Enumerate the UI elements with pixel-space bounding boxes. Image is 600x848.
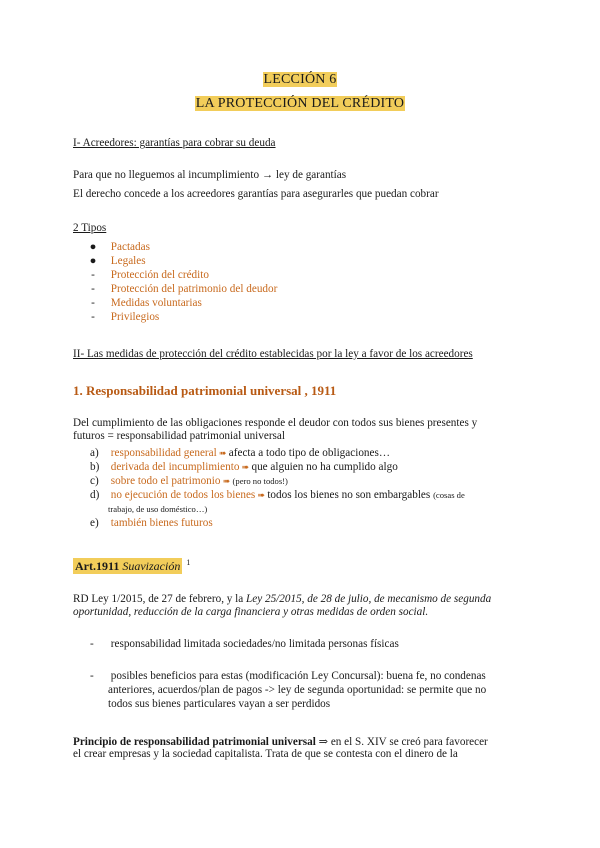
list-term: también bienes futuros bbox=[110, 517, 213, 529]
list-rest: que alguien no ha cumplido algo bbox=[251, 461, 398, 473]
list-item bbox=[90, 517, 213, 529]
arrow-icon: ➠ bbox=[239, 462, 252, 472]
list-small: (cosas de bbox=[433, 490, 465, 500]
list-item bbox=[86, 269, 209, 281]
lesson-title bbox=[0, 96, 600, 112]
arrow-icon: ⇒ bbox=[315, 736, 331, 748]
list-item-continuation: trabajo, de uso doméstico…) bbox=[108, 504, 208, 514]
list-item-text: Pactadas bbox=[110, 241, 150, 253]
dash-marker: - bbox=[91, 311, 95, 323]
list-small: (pero no todos!) bbox=[232, 476, 288, 486]
list-item-text: Legales bbox=[110, 255, 146, 267]
rd-line-1 bbox=[73, 593, 491, 605]
article-highlight bbox=[73, 558, 182, 574]
responsabilidad-intro-2: futuros = responsabilidad patrimonial universal bbox=[73, 430, 285, 442]
article-sub: Suavización bbox=[122, 559, 181, 573]
list-letter: b) bbox=[90, 461, 100, 473]
bullet-icon: ● bbox=[89, 255, 97, 267]
list-rest: todos los bienes no son embargables bbox=[267, 489, 434, 501]
list-item bbox=[86, 311, 159, 323]
arrow-icon: ➠ bbox=[220, 476, 233, 486]
list-term: responsabilidad general bbox=[110, 447, 217, 459]
section-1-heading: I- Acreedores: garantías para cobrar su deuda bbox=[73, 137, 276, 149]
bullet-icon: ● bbox=[89, 241, 97, 253]
lesson-number-text: LECCIÓN 6 bbox=[263, 72, 337, 87]
rd-text: RD Ley 1/2015, de 27 de febrero, y la bbox=[73, 593, 247, 605]
list-rest: afecta a todo tipo de obligaciones… bbox=[228, 447, 391, 459]
list-item bbox=[86, 255, 146, 267]
list-item bbox=[90, 638, 399, 650]
dash-marker: - bbox=[91, 269, 95, 281]
section-2-heading: II- Las medidas de protección del crédito establecidas por la ley a favor de los acreedores bbox=[73, 348, 473, 360]
list-term: no ejecución de todos los bienes bbox=[110, 489, 256, 501]
dash-marker: - bbox=[91, 283, 95, 295]
article-heading bbox=[73, 558, 190, 574]
list-item-text: Medidas voluntarias bbox=[110, 297, 202, 309]
lesson-title-text: LA PROTECCIÓN DEL CRÉDITO bbox=[195, 96, 405, 111]
arrow-icon: ➠ bbox=[216, 448, 229, 458]
list-item-text: Protección del crédito bbox=[110, 269, 209, 281]
list-item-text: posibles beneficios para estas (modificación Ley Concursal): buena fe, no condenas bbox=[110, 670, 486, 682]
list-letter: e) bbox=[90, 517, 99, 529]
responsabilidad-heading: 1. Responsabilidad patrimonial universal , 1911 bbox=[73, 383, 337, 398]
principio-line-1 bbox=[73, 735, 488, 748]
section-1-line-1: Para que no lleguemos al incumplimiento → ley de garantías bbox=[73, 169, 347, 181]
arrow-icon: ➠ bbox=[255, 490, 268, 500]
article-label: Art.1911 bbox=[75, 559, 120, 573]
responsabilidad-intro-1: Del cumplimiento de las obligaciones responde el deudor con todos sus bienes presentes y bbox=[73, 417, 478, 429]
list-item bbox=[86, 283, 277, 295]
rd-law-title: Ley 25/2015, de 28 de julio, de mecanismo de segunda bbox=[246, 593, 492, 605]
list-item-text: responsabilidad limitada sociedades/no limitada personas físicas bbox=[110, 638, 399, 650]
list-item bbox=[90, 670, 486, 682]
list-item-continuation: todos sus bienes particulares vayan a ser perdidos bbox=[108, 698, 331, 710]
list-letter: d) bbox=[90, 489, 100, 501]
list-item bbox=[86, 297, 202, 309]
list-letter: a) bbox=[90, 447, 99, 459]
principio-term: Principio de responsabilidad patrimonial universal bbox=[73, 736, 316, 748]
list-term: derivada del incumplimiento bbox=[110, 461, 240, 473]
list-term: sobre todo el patrimonio bbox=[110, 475, 221, 487]
list-item bbox=[90, 461, 398, 473]
list-item-text: Privilegios bbox=[110, 311, 160, 323]
dash-marker: - bbox=[90, 638, 94, 650]
list-item bbox=[90, 475, 288, 487]
footnote-ref[interactable]: 1 bbox=[186, 558, 191, 567]
list-item-continuation: anteriores, acuerdos/plan de pagos -> ley de segunda oportunidad: se permite que no bbox=[108, 684, 487, 696]
dash-marker: - bbox=[90, 670, 94, 682]
list-item-text: Protección del patrimonio del deudor bbox=[110, 283, 278, 295]
rd-line-2: oportunidad, reducción de la carga financiera y otras medidas de orden social. bbox=[73, 606, 429, 618]
principio-rest: en el S. XIV se creó para favorecer bbox=[330, 736, 488, 748]
lesson-number bbox=[0, 72, 600, 88]
dash-marker: - bbox=[91, 297, 95, 309]
section-1-line-2: El derecho concede a los acreedores garantías para asegurarles que puedan cobrar bbox=[73, 188, 439, 200]
list-item bbox=[90, 447, 390, 459]
list-item bbox=[86, 241, 150, 253]
tipos-heading: 2 Tipos bbox=[73, 222, 107, 234]
list-item bbox=[90, 489, 465, 501]
principio-line-2: el crear empresas y la sociedad capitalista. Trata de que se contesta con el dinero de la bbox=[73, 748, 458, 760]
list-letter: c) bbox=[90, 475, 99, 487]
